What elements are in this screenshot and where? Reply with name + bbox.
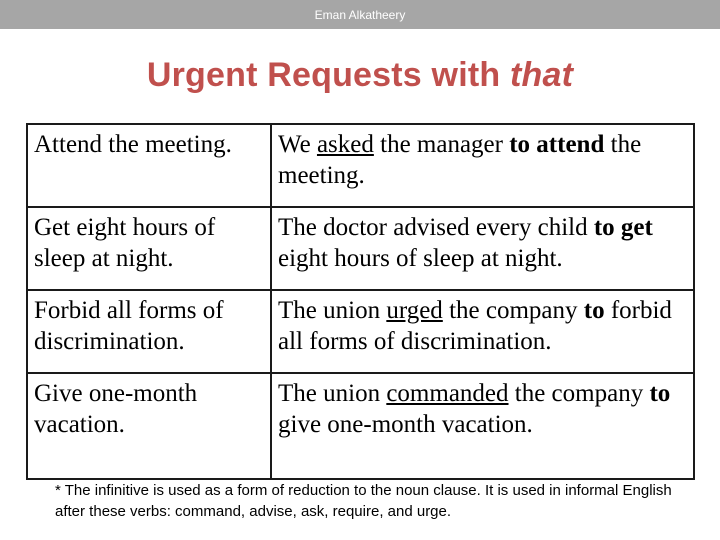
example-text: the company xyxy=(508,380,650,407)
reporting-verb: asked xyxy=(316,131,374,158)
footnote: * The infinitive is used as a form of reduction to the noun clause. It is used in informal English after these verbs: command, advise, ask, require, and urge. xyxy=(55,482,672,520)
title-emphasis: that xyxy=(510,56,574,94)
example-text: The doctor advised every child xyxy=(278,214,594,241)
example-text: forbid all forms of discrimination. xyxy=(278,297,672,355)
table-row xyxy=(27,207,694,290)
table-row xyxy=(27,373,694,479)
request-cell: Get eight hours of sleep at night. xyxy=(27,207,271,290)
reporting-verb: urged xyxy=(386,297,443,324)
request-cell: Attend the meeting. xyxy=(27,124,271,207)
example-text: eight hours of sleep at night. xyxy=(278,245,563,272)
example-text: We xyxy=(278,131,317,158)
slide-title xyxy=(0,56,720,95)
header-bar xyxy=(0,0,720,29)
request-cell: Forbid all forms of discrimination. xyxy=(27,290,271,373)
examples-table xyxy=(26,123,695,480)
example-text: The union xyxy=(278,380,387,407)
request-cell: Give one-month vacation. xyxy=(27,373,271,479)
infinitive: to get xyxy=(593,214,653,241)
author-name: Eman Alkatheery xyxy=(314,8,406,22)
table-row xyxy=(27,124,694,207)
table-row xyxy=(27,290,694,373)
title-main: Urgent Requests with xyxy=(146,56,510,94)
example-text: give one-month vacation. xyxy=(278,411,533,438)
example-cell xyxy=(271,207,694,290)
infinitive: to xyxy=(649,380,671,407)
example-cell xyxy=(271,124,694,207)
example-cell xyxy=(271,373,694,479)
reporting-verb: commanded xyxy=(386,380,509,407)
example-text: The union xyxy=(278,297,387,324)
infinitive: to xyxy=(583,297,605,324)
infinitive: to attend xyxy=(509,131,605,158)
example-text: the company xyxy=(442,297,584,324)
example-cell xyxy=(271,290,694,373)
example-text: the meeting. xyxy=(278,131,642,189)
example-text: the manager xyxy=(373,131,510,158)
